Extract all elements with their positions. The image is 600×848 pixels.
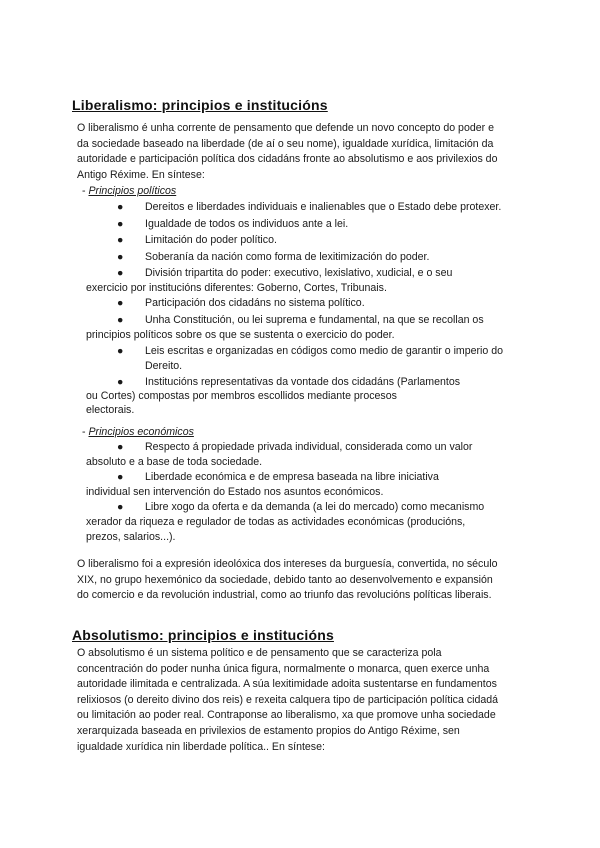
text-line: concentración do poder nunha única figura, normalmente o monarca, quen exerce unha — [77, 662, 490, 675]
bullet-icon: ● — [117, 251, 124, 263]
bullet-item-continuation: exercicio por institucións diferentes: Goberno, Cortes, Tribunais. — [86, 282, 387, 294]
section-title-liberalismo: Liberalismo: principios e institucións — [72, 97, 328, 113]
bullet-icon: ● — [117, 314, 124, 326]
bullet-item: ● Soberanía da nación como forma de lexitimización do poder. — [117, 250, 429, 266]
bullet-icon: ● — [117, 501, 124, 513]
dash: - — [82, 426, 89, 438]
subheading-label: Principios económicos — [88, 426, 194, 438]
text-line: Antigo Réxime. En síntese: — [77, 168, 205, 181]
liberalismo-closing — [77, 557, 497, 604]
text-line: autoridade ilimitada e centralizada. A súa lexitimidade adoita sustentarse en fundamentos — [77, 678, 497, 691]
bullet-item-continuation: individual sen intervención do Estado nos asuntos económicos. — [86, 486, 384, 498]
text-line: xerarquizada baseada en privilexios de estamento propios do Antigo Réxime, sen — [77, 724, 460, 737]
bullet-item: ● Participación dos cidadáns no sistema político. — [117, 296, 365, 312]
bullet-item-continuation: Dereito. — [145, 360, 183, 372]
text-line: O absolutismo é un sistema político e de pensamento que se caracteriza pola — [77, 647, 442, 659]
bullet-item-continuation: principios políticos sobre os que se sustenta o exercicio do poder. — [86, 329, 395, 341]
subheading-principios-economicos — [82, 425, 194, 439]
text-line: da sociedade baseado na liberdade (de aí o seu nome), igualdade xurídica, limitación da — [77, 137, 494, 150]
text-line: O liberalismo é unha corrente de pensamento que defende un novo concepto do poder e — [77, 122, 494, 134]
bullet-icon: ● — [117, 267, 124, 279]
bullet-item: ● Unha Constitución, ou lei suprema e fundamental, na que se recollan os — [117, 313, 484, 329]
text-line: relixiosos (o dereito divino dos reis) e rexeita calquera tipo de participación política cidadá — [77, 693, 499, 706]
bullet-item: ● Respecto á propiedade privada individual, considerada como un valor — [117, 440, 472, 456]
text-line: XIX, no grupo hexemónico da sociedade, debido tanto ao desenvolvemento e expansión — [77, 573, 493, 586]
bullet-item: ● Institucións representativas da vontade dos cidadáns (Parlamentos — [117, 375, 460, 391]
bullet-icon: ● — [117, 376, 124, 388]
bullet-item: ● Libre xogo da oferta e da demanda (a lei do mercado) como mecanismo — [117, 500, 484, 516]
bullet-item-continuation: xerador da riqueza e regulador de todas as actividades económicas (producións, — [86, 516, 466, 528]
text-line: igualdade xurídica nin liberdade política.. En síntese: — [77, 740, 325, 753]
text-line: autoridade e participación política dos cidadáns fronte ao absolutismo e aos privilexios do — [77, 153, 498, 166]
bullet-item: ● Liberdade económica e de empresa baseada na libre iniciativa — [117, 470, 439, 486]
bullet-icon: ● — [117, 471, 124, 483]
liberalismo-intro — [77, 121, 497, 183]
bullet-item: ● Dereitos e liberdades individuais e inalienables que o Estado debe protexer. — [117, 200, 501, 216]
text-line: do comercio e da revolución industrial, como ao triunfo das revolucións políticas liberais. — [77, 589, 492, 602]
bullet-item: ● Limitación do poder político. — [117, 233, 277, 249]
bullet-icon: ● — [117, 201, 124, 213]
bullet-icon: ● — [117, 234, 124, 246]
dash: - — [82, 185, 89, 197]
bullet-item: ● Leis escritas e organizadas en códigos como medio de garantir o imperio do — [117, 344, 503, 360]
bullet-item: ● División tripartita do poder: executivo, lexislativo, xudicial, e o seu — [117, 266, 452, 282]
section-title-absolutismo: Absolutismo: principios e institucións — [72, 627, 334, 643]
bullet-item-continuation: electorais. — [86, 404, 135, 416]
bullet-item-continuation: ou Cortes) compostas por membros escollidos mediante procesos — [86, 390, 397, 402]
subheading-label: Principios políticos — [88, 185, 177, 197]
absolutismo-intro — [77, 646, 498, 755]
bullet-icon: ● — [117, 218, 124, 230]
bullet-icon: ● — [117, 297, 124, 309]
bullet-icon: ● — [117, 345, 124, 357]
bullet-item: ● Igualdade de todos os individuos ante a lei. — [117, 217, 348, 233]
bullet-item-continuation: absoluto e a base de toda sociedade. — [86, 456, 263, 468]
text-line: O liberalismo foi a expresión ideolóxica dos intereses da burguesía, convertida, no século — [77, 558, 498, 570]
text-line: ou limitación ao poder real. Contraponse ao liberalismo, xa que promove unha sociedade — [77, 709, 496, 722]
bullet-item-continuation: prezos, salarios...). — [86, 531, 176, 543]
subheading-principios-politicos — [82, 184, 176, 198]
bullet-icon: ● — [117, 441, 124, 453]
